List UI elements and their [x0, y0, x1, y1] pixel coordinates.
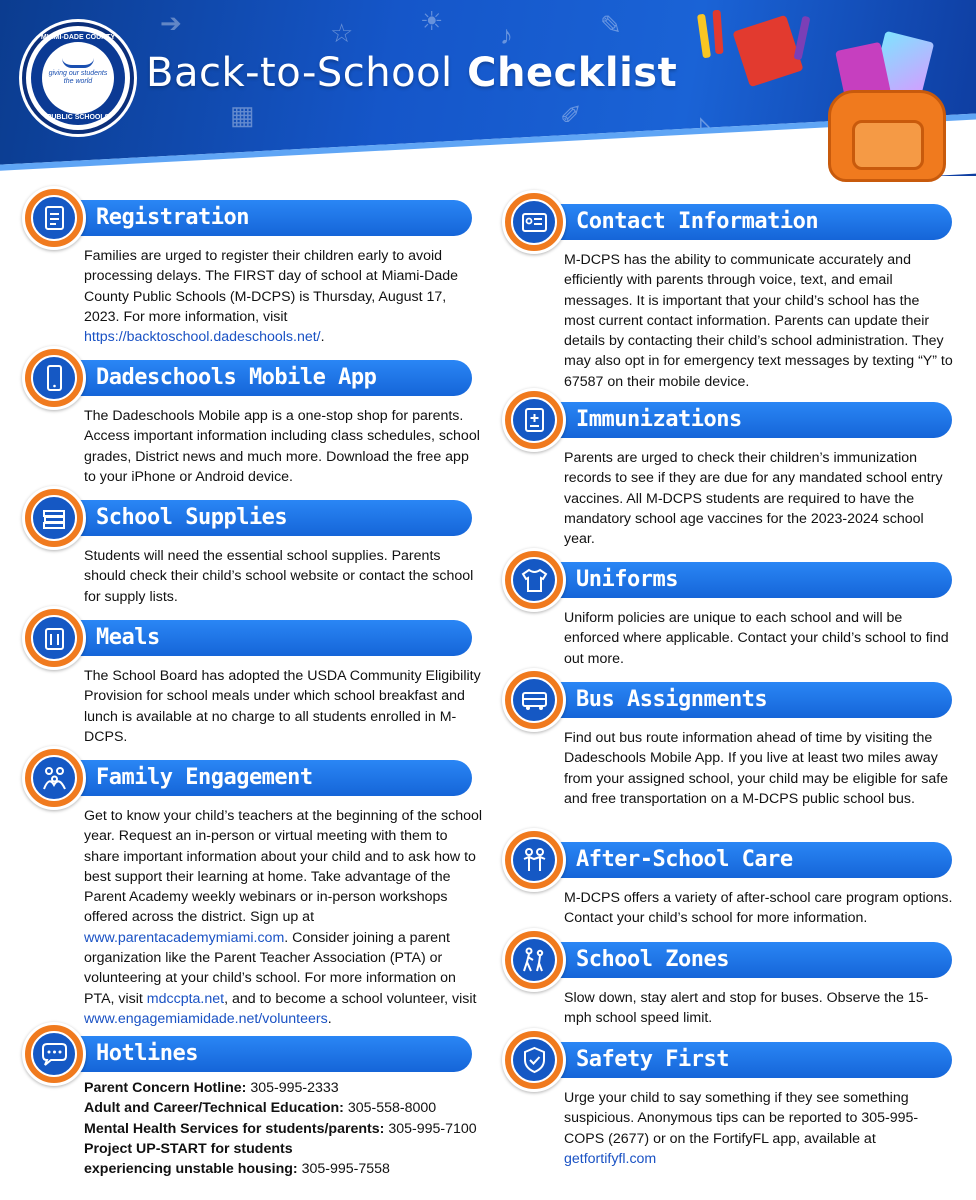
logo-bottom-text: PUBLIC SCHOOLS	[46, 114, 110, 121]
badge	[22, 346, 86, 410]
badge	[502, 548, 566, 612]
section-immunizations	[502, 402, 952, 548]
section-text: Get to know your child’s teachers at the beginning of the school year. Request an in-person or virtual meeting with them to share important information about your child and to ask how to best support their learning at home. Take advantage of the Parent Academy weekly webinars or in-person workshops offered across the district. Sign up at	[84, 808, 483, 926]
section-header-pill	[56, 620, 472, 656]
section-body: Uniform policies are unique to each school and will be enforced where applicable. Contact your child’s school to find out more.	[564, 610, 949, 667]
section-safety	[502, 1042, 952, 1167]
section-header-pill	[536, 842, 952, 878]
section-title: After-School Care	[576, 847, 793, 872]
section-title: Dadeschools Mobile App	[96, 365, 377, 390]
speech-bubble-icon	[36, 1036, 72, 1072]
section-body	[564, 1088, 954, 1169]
section-text: Families are urged to register their children early to avoid processing delays. The FIRST day of school at Miami-Dade County Public Schools (M-DCPS) is Thursday, August 17, 2023. For more information, visit	[84, 248, 459, 325]
book-icon	[62, 52, 94, 68]
volunteers-link[interactable]: www.engagemiamidade.net/volunteers	[84, 1010, 328, 1027]
section-supplies	[22, 500, 474, 605]
section-header-pill	[56, 360, 472, 396]
section-body: M-DCPS has the ability to communicate accurately and efficiently with parents through voice, text, and email messages. It is important that your child’s school has the most current contact information. Parents can update their details by contacting their child’s school administration. They may also opt in for emergency text messages by texting “Y” to 67587 on their mobile device.	[564, 252, 953, 390]
section-title: Bus Assignments	[576, 687, 768, 712]
period: .	[320, 329, 325, 346]
children-icon	[516, 842, 552, 878]
crossing-icon	[516, 942, 552, 978]
section-body: Parents are urged to check their children’s immunization records to see if they are due for any mandated school entry vaccines. All M-DCPS students are required to have the mandatory school age vaccines for the 2023-2024 school year.	[564, 450, 943, 548]
triangle-doodle-icon: ◺	[700, 110, 720, 140]
section-uniforms	[502, 562, 952, 667]
books-icon	[36, 500, 72, 536]
hotline-item: Parent Concern Hotline: 305-995-2333	[84, 1080, 339, 1096]
section-title: School Zones	[576, 947, 729, 972]
section-text: Urge your child to say something if they see something suspicious. Anonymous tips can be reported to 305-995-COPS (2677) or on the FortifyFL app, available at	[564, 1090, 919, 1147]
hotline-item: Mental Health Services for students/parents: 305-995-7100	[84, 1120, 477, 1137]
section-contact	[502, 204, 953, 390]
family-icon	[36, 760, 72, 796]
badge	[22, 486, 86, 550]
section-header-pill	[56, 760, 472, 796]
badge	[22, 1022, 86, 1086]
star-doodle-icon: ☆	[330, 18, 354, 48]
fortifyfl-link[interactable]: getfortifyfl.com	[564, 1150, 657, 1167]
hotline-item: experiencing unstable housing: 305-995-7558	[84, 1161, 390, 1178]
bus-icon	[516, 682, 552, 718]
page-title	[146, 50, 677, 96]
badge	[22, 606, 86, 670]
arrow-doodle-icon: ➔	[160, 8, 182, 38]
clipboard-icon	[36, 200, 72, 236]
badge	[502, 828, 566, 892]
section-family-engagement	[22, 760, 483, 1027]
district-logo	[22, 22, 134, 134]
meal-bag-icon	[36, 620, 72, 656]
section-title: Hotlines	[96, 1041, 198, 1066]
badge	[22, 186, 86, 250]
section-title: School Supplies	[96, 505, 288, 530]
calculator-doodle-icon: ▦	[230, 100, 255, 130]
section-header-pill	[536, 682, 952, 718]
phone-icon	[36, 360, 72, 396]
section-header-pill	[56, 1036, 472, 1072]
id-card-icon	[516, 204, 552, 240]
section-header-pill	[56, 200, 472, 236]
section-body: Students will need the essential school supplies. Parents should check their child’s school website or contact the school for supply lists.	[84, 548, 474, 605]
logo-top-text: MIAMI-DADE COUNTY	[40, 34, 116, 41]
hotline-item: Adult and Career/Technical Education: 305-558-8000	[84, 1100, 437, 1117]
section-bus	[502, 682, 952, 807]
parent-academy-link[interactable]: www.parentacademymiami.com	[84, 929, 285, 946]
section-header-pill	[536, 1042, 952, 1078]
section-title: Safety First	[576, 1047, 729, 1072]
section-after-school	[502, 842, 953, 927]
section-title: Uniforms	[576, 567, 678, 592]
badge	[22, 746, 86, 810]
pta-link[interactable]: mdccpta.net	[146, 990, 225, 1007]
section-title: Family Engagement	[96, 765, 313, 790]
badge	[502, 190, 566, 254]
section-hotlines	[22, 1036, 477, 1178]
badge	[502, 668, 566, 732]
section-title: Meals	[96, 625, 160, 650]
title-part2: Checklist	[467, 50, 678, 96]
section-body	[84, 806, 484, 1029]
section-mobile-app	[22, 360, 480, 485]
shield-icon	[516, 1042, 552, 1078]
bulb-doodle-icon: ☀	[420, 6, 444, 36]
note-doodle-icon: ♪	[500, 20, 513, 50]
registration-link[interactable]: https://backtoschool.dadeschools.net/	[84, 329, 321, 346]
section-body: The School Board has adopted the USDA Community Eligibility Provision for school meals under which school breakfast and lunch is available at no charge to all students enrolled in M-DCPS.	[84, 668, 481, 745]
medical-clipboard-icon	[516, 402, 552, 438]
section-body: Find out bus route information ahead of time by visiting the Dadeschools Mobile App. If you live at least two miles away from your assigned school, your child may be eligible for safe and free transportation on a M-DCPS public school bus.	[564, 730, 949, 807]
section-header-pill	[536, 204, 952, 240]
section-header-pill	[536, 562, 952, 598]
section-body: Slow down, stay alert and stop for buses. Observe the 15-mph school speed limit.	[564, 990, 929, 1027]
title-part1: Back-to-School	[146, 50, 453, 96]
section-body: M-DCPS offers a variety of after-school care program options. Contact your child’s school for more information.	[564, 890, 953, 927]
section-header-pill	[536, 942, 952, 978]
section-header-pill	[536, 402, 952, 438]
crayons-decoration	[700, 6, 820, 66]
shirt-icon	[516, 562, 552, 598]
section-text: . Consider joining a parent organization like the Parent Teacher Association (PTA) or volunteering at your child’s school. For more information on PTA, visit	[84, 929, 456, 1007]
badge	[502, 1028, 566, 1092]
hotline-list	[84, 1078, 504, 1179]
section-title: Registration	[96, 205, 249, 230]
logo-tagline: giving our students the world	[48, 70, 108, 85]
section-header-pill	[56, 500, 472, 536]
section-body: The Dadeschools Mobile app is a one-stop shop for parents. Access important information including class schedules, school grades, District news and much more. Download the free app to your iPhone or Android device.	[84, 408, 480, 485]
section-text: , and to become a school volunteer, visit	[224, 990, 477, 1007]
section-title: Immunizations	[576, 407, 742, 432]
period: .	[327, 1010, 332, 1027]
section-body	[84, 246, 474, 347]
badge	[502, 928, 566, 992]
pencil-doodle-icon: ✎	[600, 10, 622, 40]
section-title: Contact Information	[576, 209, 819, 234]
hotline-item: Project UP-START for students	[84, 1140, 293, 1157]
badge	[502, 388, 566, 452]
section-meals	[22, 620, 481, 745]
backpack-illustration	[822, 66, 950, 184]
section-school-zones	[502, 942, 952, 1027]
section-registration	[22, 200, 472, 346]
ruler-doodle-icon: ✐	[560, 100, 582, 130]
